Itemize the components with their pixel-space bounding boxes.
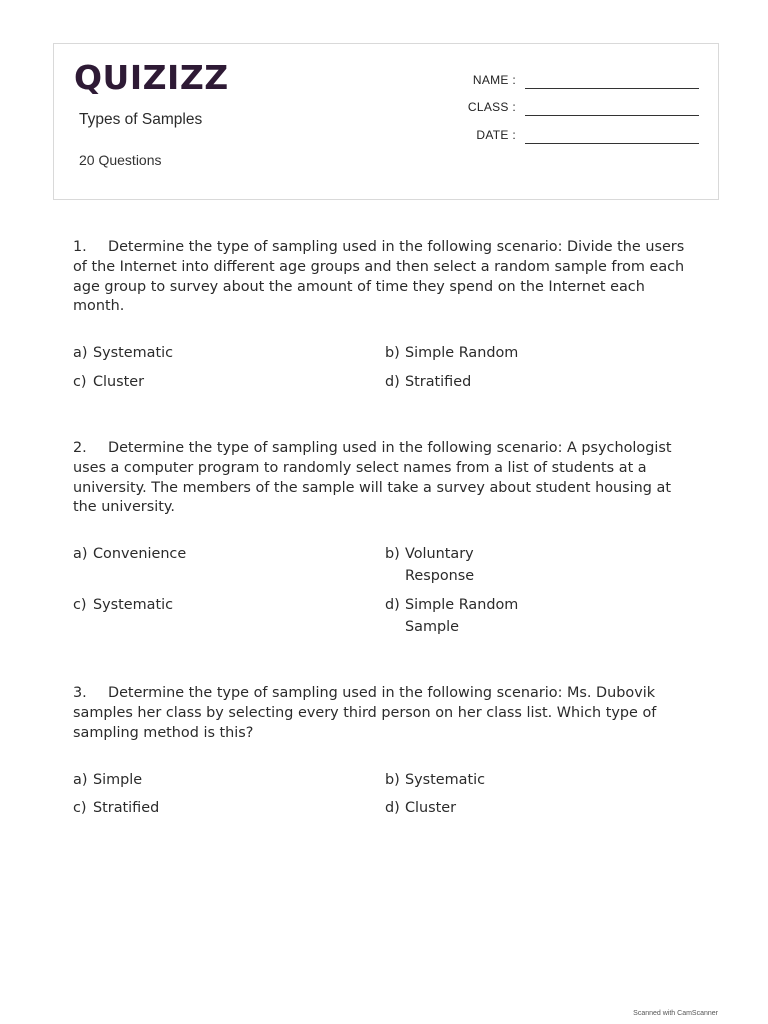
worksheet-title: Types of Samples bbox=[79, 111, 203, 128]
name-label: NAME : bbox=[472, 73, 516, 87]
option-letter: a) bbox=[73, 546, 88, 562]
option-text: Simple Random Sample bbox=[405, 597, 519, 635]
question-body: Determine the type of sampling used in the following scenario: Ms. Dubovik samples her class by selecting every third person on her class list. Which type of sampling method is this? bbox=[73, 685, 657, 741]
date-label: DATE : bbox=[476, 128, 516, 142]
option-letter: c) bbox=[73, 800, 87, 816]
option-b[interactable] bbox=[385, 342, 525, 364]
option-d[interactable] bbox=[385, 797, 525, 819]
question-count: 20 Questions bbox=[79, 152, 162, 168]
date-line bbox=[525, 143, 699, 144]
option-text: Cluster bbox=[405, 800, 457, 816]
option-a[interactable] bbox=[73, 769, 213, 791]
class-label: CLASS : bbox=[467, 100, 516, 114]
question-number: 1. bbox=[73, 239, 87, 255]
option-letter: d) bbox=[385, 597, 400, 613]
option-text: Cluster bbox=[93, 374, 145, 390]
option-letter: d) bbox=[385, 374, 400, 390]
option-text: Systematic bbox=[93, 345, 174, 361]
question-number: 3. bbox=[73, 685, 87, 701]
option-b[interactable] bbox=[385, 769, 525, 791]
option-text: Simple Random bbox=[405, 345, 519, 361]
option-letter: c) bbox=[73, 597, 87, 613]
option-text: Systematic bbox=[93, 597, 174, 613]
question-number: 2. bbox=[73, 440, 87, 456]
question-text bbox=[73, 684, 698, 743]
option-a[interactable] bbox=[73, 543, 213, 565]
option-text: Simple bbox=[93, 772, 143, 788]
question-text bbox=[73, 238, 698, 317]
option-c[interactable] bbox=[73, 797, 213, 819]
option-c[interactable] bbox=[73, 371, 213, 393]
name-line bbox=[525, 88, 699, 89]
option-text: Systematic bbox=[405, 772, 486, 788]
option-letter: b) bbox=[385, 772, 400, 788]
option-c[interactable] bbox=[73, 594, 213, 616]
question-3 bbox=[73, 684, 698, 743]
option-letter: b) bbox=[385, 546, 400, 562]
option-text: Convenience bbox=[93, 546, 187, 562]
class-line bbox=[525, 115, 699, 116]
option-text: Voluntary Response bbox=[405, 546, 475, 584]
quizizz-logo: QUIZIZZ bbox=[74, 58, 229, 97]
option-b[interactable] bbox=[385, 543, 505, 587]
option-letter: b) bbox=[385, 345, 400, 361]
question-body: Determine the type of sampling used in the following scenario: A psychologist uses a computer program to randomly select names from a list of students at a university. The members of the sample will take a survey about student housing at the university. bbox=[73, 440, 672, 516]
option-letter: a) bbox=[73, 345, 88, 361]
option-d[interactable] bbox=[385, 371, 525, 393]
question-text bbox=[73, 439, 698, 518]
option-text: Stratified bbox=[93, 800, 160, 816]
scan-watermark: Scanned with CamScanner bbox=[633, 1010, 718, 1017]
option-text: Stratified bbox=[405, 374, 472, 390]
worksheet-header bbox=[53, 43, 719, 200]
question-body: Determine the type of sampling used in the following scenario: Divide the users of the Internet into different age groups and then select a random sample from each age group to survey about the amount of time they spend on the Internet each month. bbox=[73, 239, 685, 315]
option-letter: d) bbox=[385, 800, 400, 816]
option-letter: a) bbox=[73, 772, 88, 788]
option-d[interactable] bbox=[385, 594, 525, 638]
question-2 bbox=[73, 439, 698, 518]
question-1 bbox=[73, 238, 698, 317]
option-a[interactable] bbox=[73, 342, 213, 364]
option-letter: c) bbox=[73, 374, 87, 390]
